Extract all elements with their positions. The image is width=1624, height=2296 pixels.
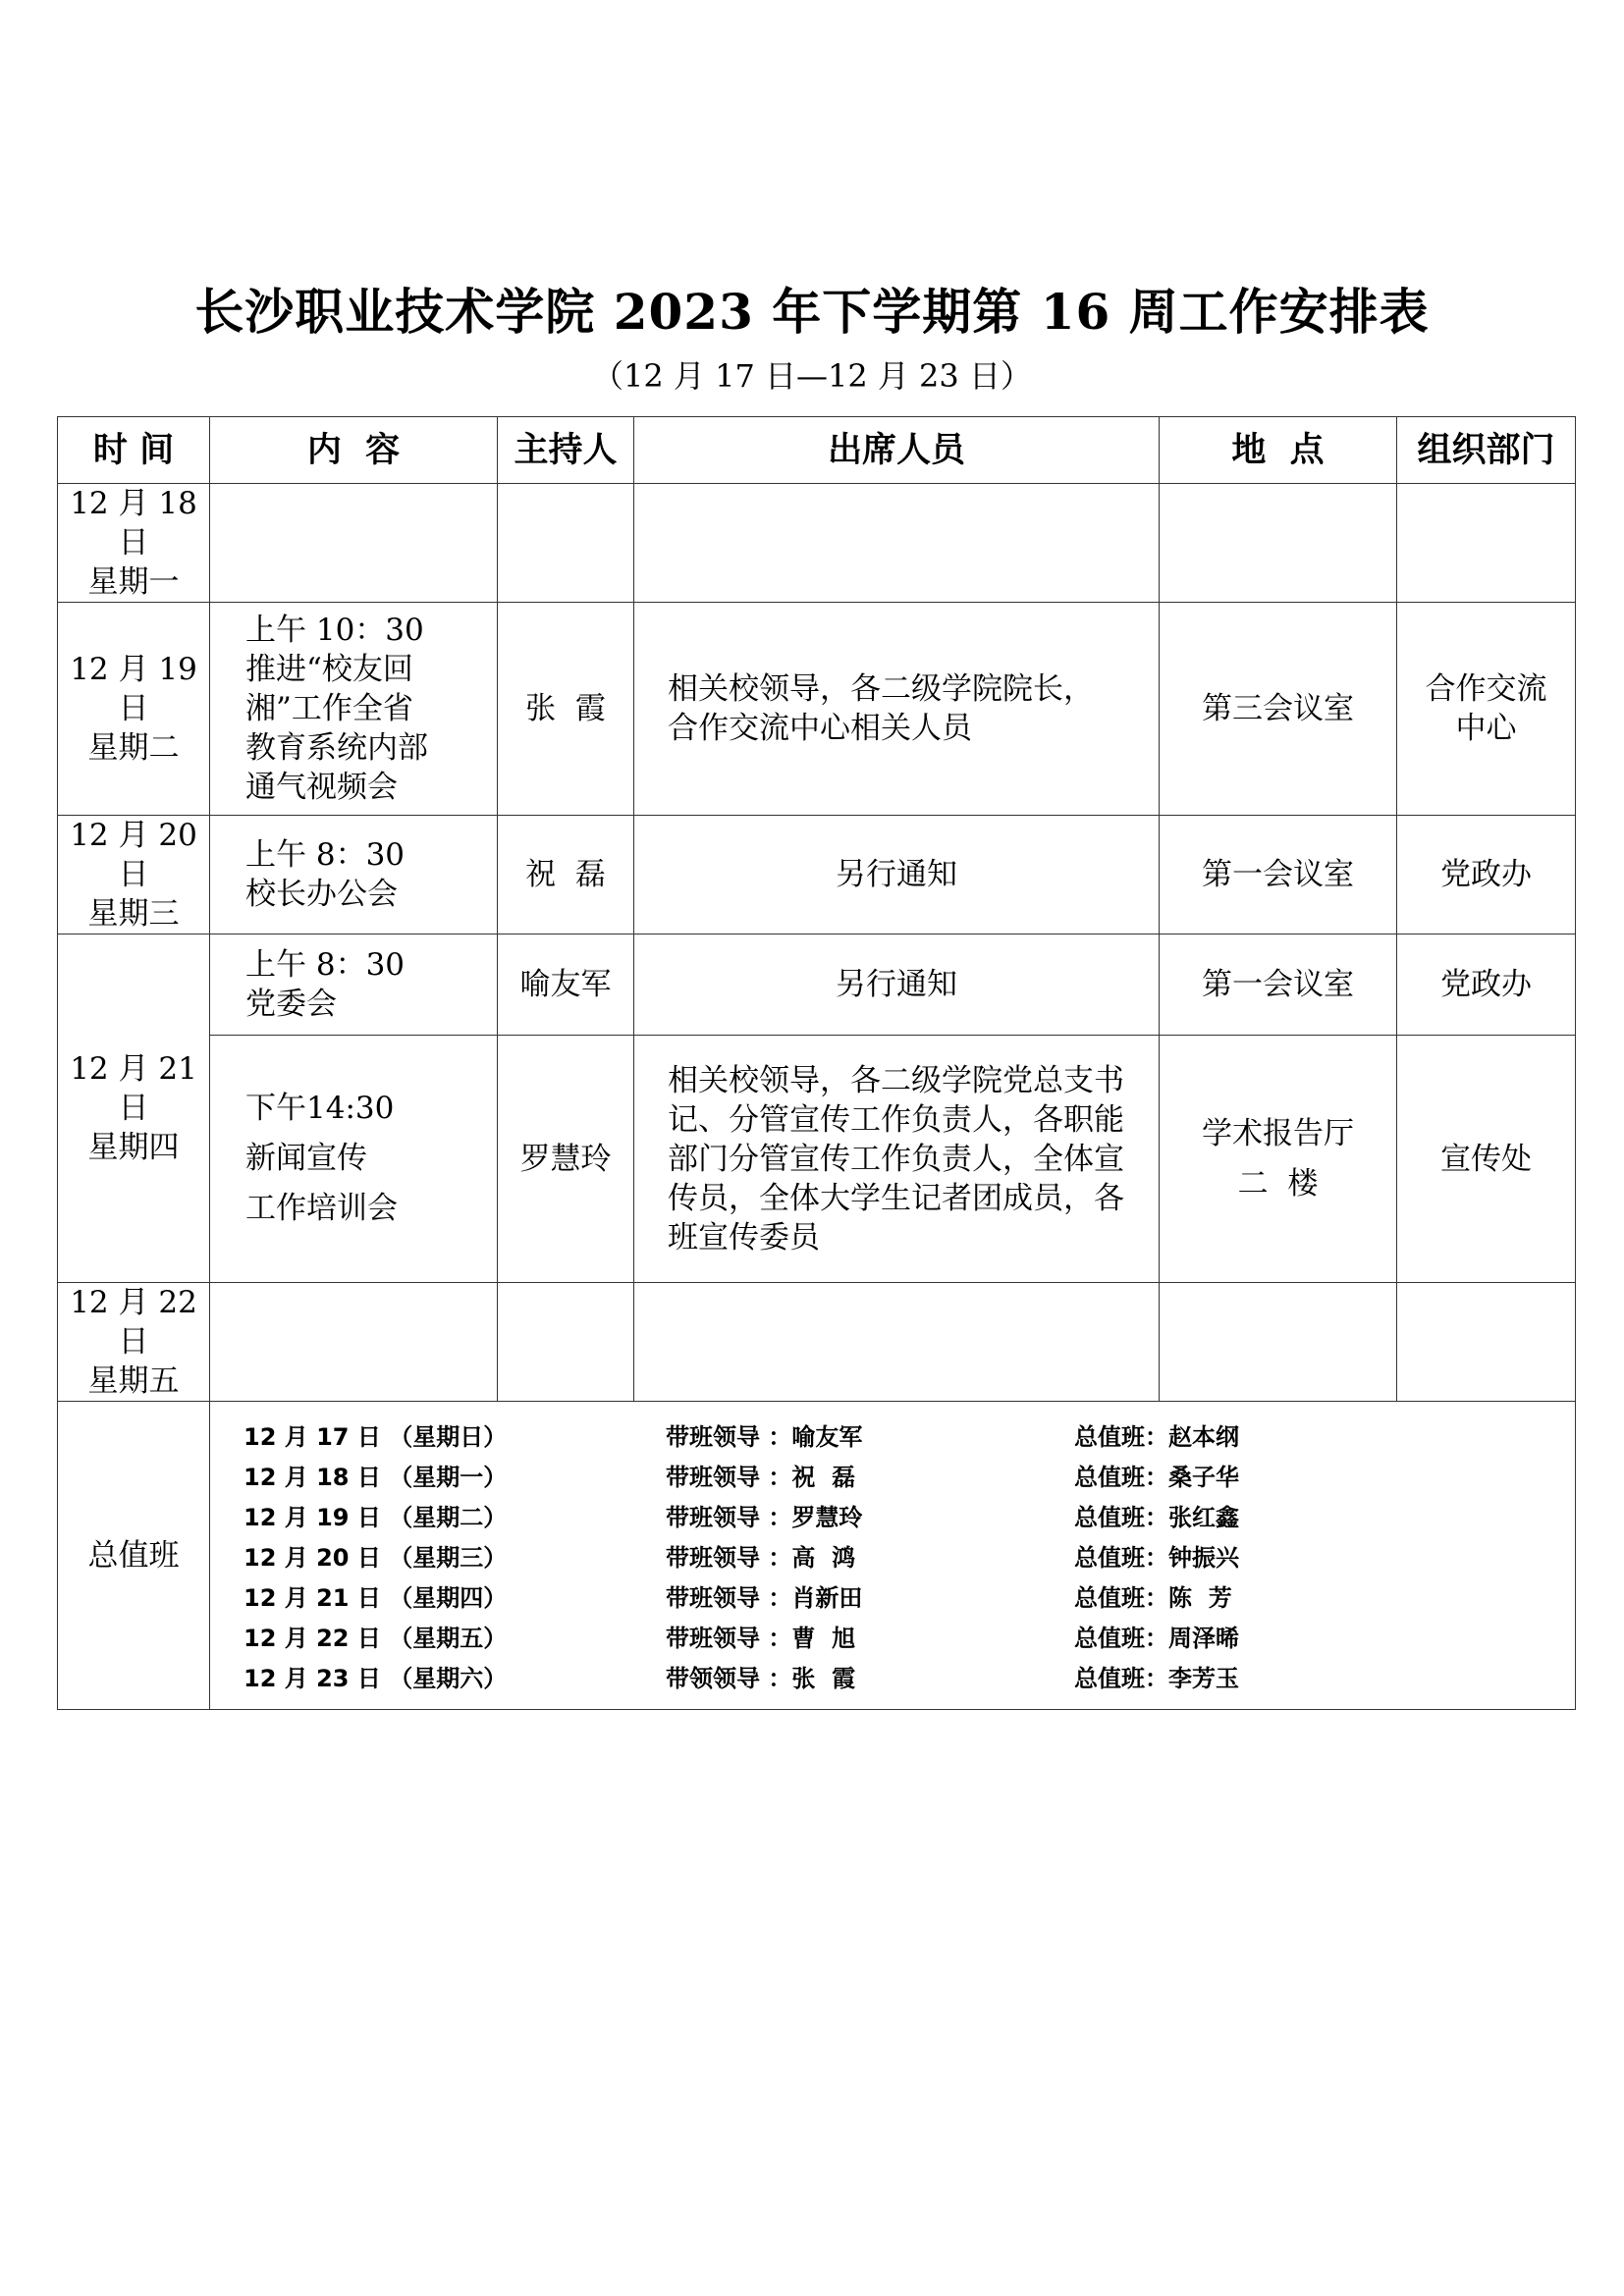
duty-officer: 总值班：赵本纲 <box>1074 1423 1239 1451</box>
header-attendees: 出席人员 <box>634 417 1160 484</box>
duty-officer: 总值班：周泽晞 <box>1074 1625 1239 1652</box>
date-cell <box>58 1283 210 1402</box>
header-row <box>58 417 1576 484</box>
content-cell <box>210 484 498 603</box>
content-cell <box>210 1283 498 1402</box>
duty-row <box>210 1538 1575 1578</box>
content-line: 下午14:30 <box>245 1091 395 1126</box>
dept-cell: 宣传处 <box>1397 1036 1576 1283</box>
content-line: 上午 10：30 <box>245 613 424 648</box>
attendees-line: 班宣传委员 <box>668 1219 820 1255</box>
weekday-text: 星期三 <box>87 896 180 932</box>
duty-leader: 带班领导 ：喻友军 <box>666 1423 863 1451</box>
date-text: 12 月 22 日 <box>70 1285 197 1360</box>
duty-date: 12 月 18 日 （星期一） <box>244 1464 508 1491</box>
content-line: 通气视频会 <box>245 770 398 805</box>
content-line: 工作培训会 <box>245 1191 398 1226</box>
attendees-cell: 另行通知 <box>634 816 1160 934</box>
header-host: 主持人 <box>498 417 634 484</box>
attendees-cell <box>634 1283 1160 1402</box>
content-line: 新闻宣传 <box>245 1141 367 1176</box>
place-line: 二 楼 <box>1237 1165 1319 1201</box>
host-cell: 祝 磊 <box>498 816 634 934</box>
attendees-cell: 另行通知 <box>634 934 1160 1036</box>
date-text: 12 月 21 日 <box>70 1051 197 1126</box>
duty-leader: 带领领导 ：张 霞 <box>666 1665 856 1692</box>
row-wednesday <box>58 816 1576 934</box>
place-cell <box>1160 1036 1397 1283</box>
place-cell: 第一会议室 <box>1160 816 1397 934</box>
duty-row <box>210 1417 1575 1458</box>
duty-row <box>210 1498 1575 1538</box>
host-cell: 张 霞 <box>498 603 634 816</box>
schedule-table <box>57 416 1576 1710</box>
attendees-line: 相关校领导，各二级学院党总支书 <box>668 1062 1124 1098</box>
dept-cell: 党政办 <box>1397 934 1576 1036</box>
date-text: 12 月 18 日 <box>70 486 197 561</box>
row-monday <box>58 484 1576 603</box>
weekday-text: 星期一 <box>87 564 180 600</box>
row-friday <box>58 1283 1576 1402</box>
dept-cell <box>1397 603 1576 816</box>
content-line: 推进“校友回 <box>245 652 413 687</box>
header-content: 内 容 <box>210 417 498 484</box>
host-cell: 喻友军 <box>498 934 634 1036</box>
content-line: 教育系统内部 <box>245 730 428 766</box>
duty-leader: 带班领导 ：罗慧玲 <box>666 1504 863 1531</box>
attendees-line: 传员，全体大学生记者团成员，各 <box>668 1180 1124 1216</box>
duty-label-cell: 总值班 <box>58 1402 210 1710</box>
duty-date: 12 月 19 日 （星期二） <box>244 1504 508 1531</box>
duty-date: 12 月 20 日 （星期三） <box>244 1544 508 1572</box>
content-line: 上午 8：30 <box>245 837 406 873</box>
date-cell <box>58 603 210 816</box>
duty-leader: 带班领导 ：祝 磊 <box>666 1464 856 1491</box>
duty-roster-cell <box>210 1402 1576 1710</box>
attendees-line: 合作交流中心相关人员 <box>668 711 972 746</box>
duty-leader: 带班领导 ：高 鸿 <box>666 1544 856 1572</box>
host-cell <box>498 1283 634 1402</box>
content-line: 党委会 <box>245 987 337 1022</box>
place-cell: 第三会议室 <box>1160 603 1397 816</box>
attendees-cell <box>634 1036 1160 1283</box>
row-duty <box>58 1402 1576 1710</box>
row-thursday-2 <box>58 1036 1576 1283</box>
page-title: 长沙职业技术学院 2023 年下学期第 16 周工作安排表 <box>194 283 1430 341</box>
duty-row <box>210 1659 1575 1699</box>
duty-date: 12 月 23 日 （星期六） <box>244 1665 508 1692</box>
attendees-cell <box>634 484 1160 603</box>
dept-line: 合作交流 <box>1425 671 1547 707</box>
duty-roster <box>210 1417 1575 1699</box>
weekday-text: 星期四 <box>87 1130 180 1165</box>
row-thursday <box>58 934 1576 1036</box>
attendees-line: 记、分管宣传工作负责人，各职能 <box>668 1101 1124 1138</box>
duty-leader: 带班领导 ：肖新田 <box>666 1584 863 1612</box>
content-line: 校长办公会 <box>245 877 398 912</box>
content-line: 上午 8：30 <box>245 947 406 983</box>
dept-cell: 党政办 <box>1397 816 1576 934</box>
content-line: 湘”工作全省 <box>245 691 413 726</box>
host-cell: 罗慧玲 <box>498 1036 634 1283</box>
place-cell <box>1160 1283 1397 1402</box>
duty-officer: 总值班：陈 芳 <box>1074 1584 1232 1612</box>
date-text: 12 月 19 日 <box>70 652 197 726</box>
weekday-text: 星期五 <box>87 1363 180 1399</box>
page-subtitle: （12 月 17 日—12 月 23 日） <box>592 357 1032 395</box>
dept-line: 中心 <box>1455 711 1517 746</box>
duty-officer: 总值班：李芳玉 <box>1074 1665 1239 1692</box>
duty-date: 12 月 17 日 （星期日） <box>244 1423 508 1451</box>
date-cell <box>58 934 210 1283</box>
duty-leader: 带班领导 ：曹 旭 <box>666 1625 856 1652</box>
duty-officer: 总值班：桑子华 <box>1074 1464 1239 1491</box>
header-place: 地 点 <box>1160 417 1397 484</box>
duty-row <box>210 1619 1575 1659</box>
header-dept: 组织部门 <box>1397 417 1576 484</box>
date-text: 12 月 20 日 <box>70 818 197 892</box>
dept-cell <box>1397 484 1576 603</box>
place-line: 学术报告厅 <box>1202 1115 1354 1151</box>
attendees-cell <box>634 603 1160 816</box>
date-cell <box>58 816 210 934</box>
place-cell <box>1160 484 1397 603</box>
dept-cell <box>1397 1283 1576 1402</box>
attendees-line: 部门分管宣传工作负责人，全体宣 <box>668 1141 1124 1177</box>
duty-officer: 总值班：张红鑫 <box>1074 1504 1239 1531</box>
header-time: 时 间 <box>58 417 210 484</box>
content-cell <box>210 934 498 1036</box>
content-cell <box>210 816 498 934</box>
date-cell <box>58 484 210 603</box>
duty-date: 12 月 22 日 （星期五） <box>244 1625 508 1652</box>
duty-officer: 总值班：钟振兴 <box>1074 1544 1239 1572</box>
weekday-text: 星期二 <box>87 730 180 766</box>
duty-date: 12 月 21 日 （星期四） <box>244 1584 508 1612</box>
row-tuesday <box>58 603 1576 816</box>
duty-row <box>210 1578 1575 1619</box>
content-cell <box>210 603 498 816</box>
host-cell <box>498 484 634 603</box>
duty-row <box>210 1458 1575 1498</box>
content-cell <box>210 1036 498 1283</box>
place-cell: 第一会议室 <box>1160 934 1397 1036</box>
attendees-line: 相关校领导，各二级学院院长， <box>668 671 1094 707</box>
